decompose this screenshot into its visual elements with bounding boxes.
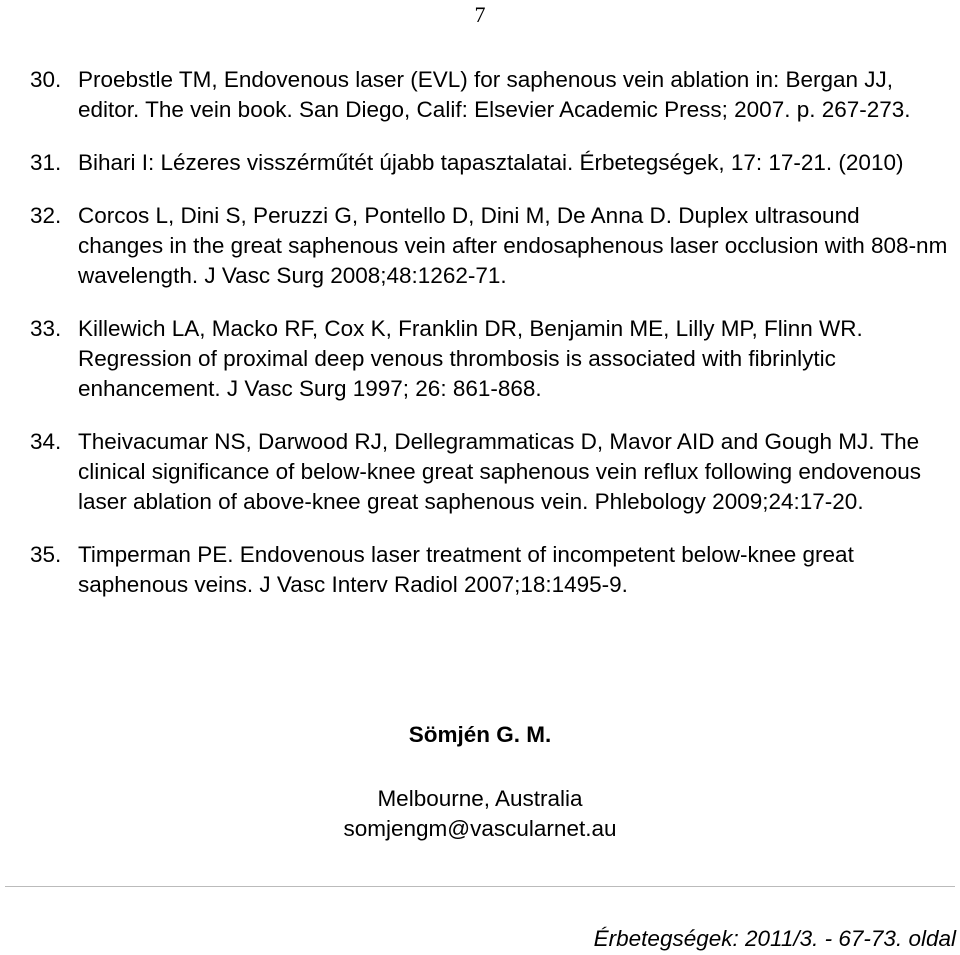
- reference-item: [30, 540, 950, 600]
- reference-text: Proebstle TM, Endovenous laser (EVL) for saphenous vein ablation in: Bergan JJ, editor. The vein book. San Diego, Calif: Elsevier Academic Press; 2007. p. 267-273.: [78, 67, 911, 122]
- reference-number: 35.: [30, 542, 62, 567]
- reference-number: 32.: [30, 203, 62, 228]
- reference-text: Corcos L, Dini S, Peruzzi G, Pontello D, Dini M, De Anna D. Duplex ultrasound changes in the great saphenous vein after endosaphenous laser occlusion with 808-nm wavelength. J Vasc Surg 2008;48:1262-71.: [78, 203, 948, 288]
- reference-text: Theivacumar NS, Darwood RJ, Dellegrammaticas D, Mavor AID and Gough MJ. The clinical significance of below-knee great saphenous vein reflux following endovenous laser ablation of above-knee great saphenous vein. Phlebology 2009;24:17-20.: [78, 429, 922, 514]
- author-block: [0, 720, 960, 844]
- author-email: somjengm@vascularnet.au: [343, 816, 617, 841]
- reference-item: [30, 314, 950, 404]
- reference-item: [30, 148, 950, 178]
- page-number: 7: [474, 2, 486, 27]
- reference-item: [30, 201, 950, 291]
- reference-text: Killewich LA, Macko RF, Cox K, Franklin DR, Benjamin ME, Lilly MP, Flinn WR. Regression of proximal deep venous thrombosis is associated with fibrinlytic enhancement. J Vasc Surg 1997; 26: 861-868.: [78, 316, 863, 401]
- reference-number: 30.: [30, 67, 62, 92]
- reference-item: [30, 427, 950, 517]
- reference-list: [30, 65, 950, 623]
- reference-item: [30, 65, 950, 125]
- reference-number: 31.: [30, 150, 62, 175]
- author-name: Sömjén G. M.: [408, 722, 552, 747]
- reference-text: Bihari I: Lézeres visszérműtét újabb tapasztalatai. Érbetegségek, 17: 17-21. (2010): [78, 150, 904, 175]
- footer-divider: [5, 886, 955, 887]
- reference-number: 33.: [30, 316, 62, 341]
- footer-citation: Érbetegségek: 2011/3. - 67-73. oldal: [593, 926, 956, 951]
- reference-number: 34.: [30, 429, 62, 454]
- author-location: Melbourne, Australia: [377, 786, 583, 811]
- reference-text: Timperman PE. Endovenous laser treatment of incompetent below-knee great saphenous veins. J Vasc Interv Radiol 2007;18:1495-9.: [78, 542, 854, 597]
